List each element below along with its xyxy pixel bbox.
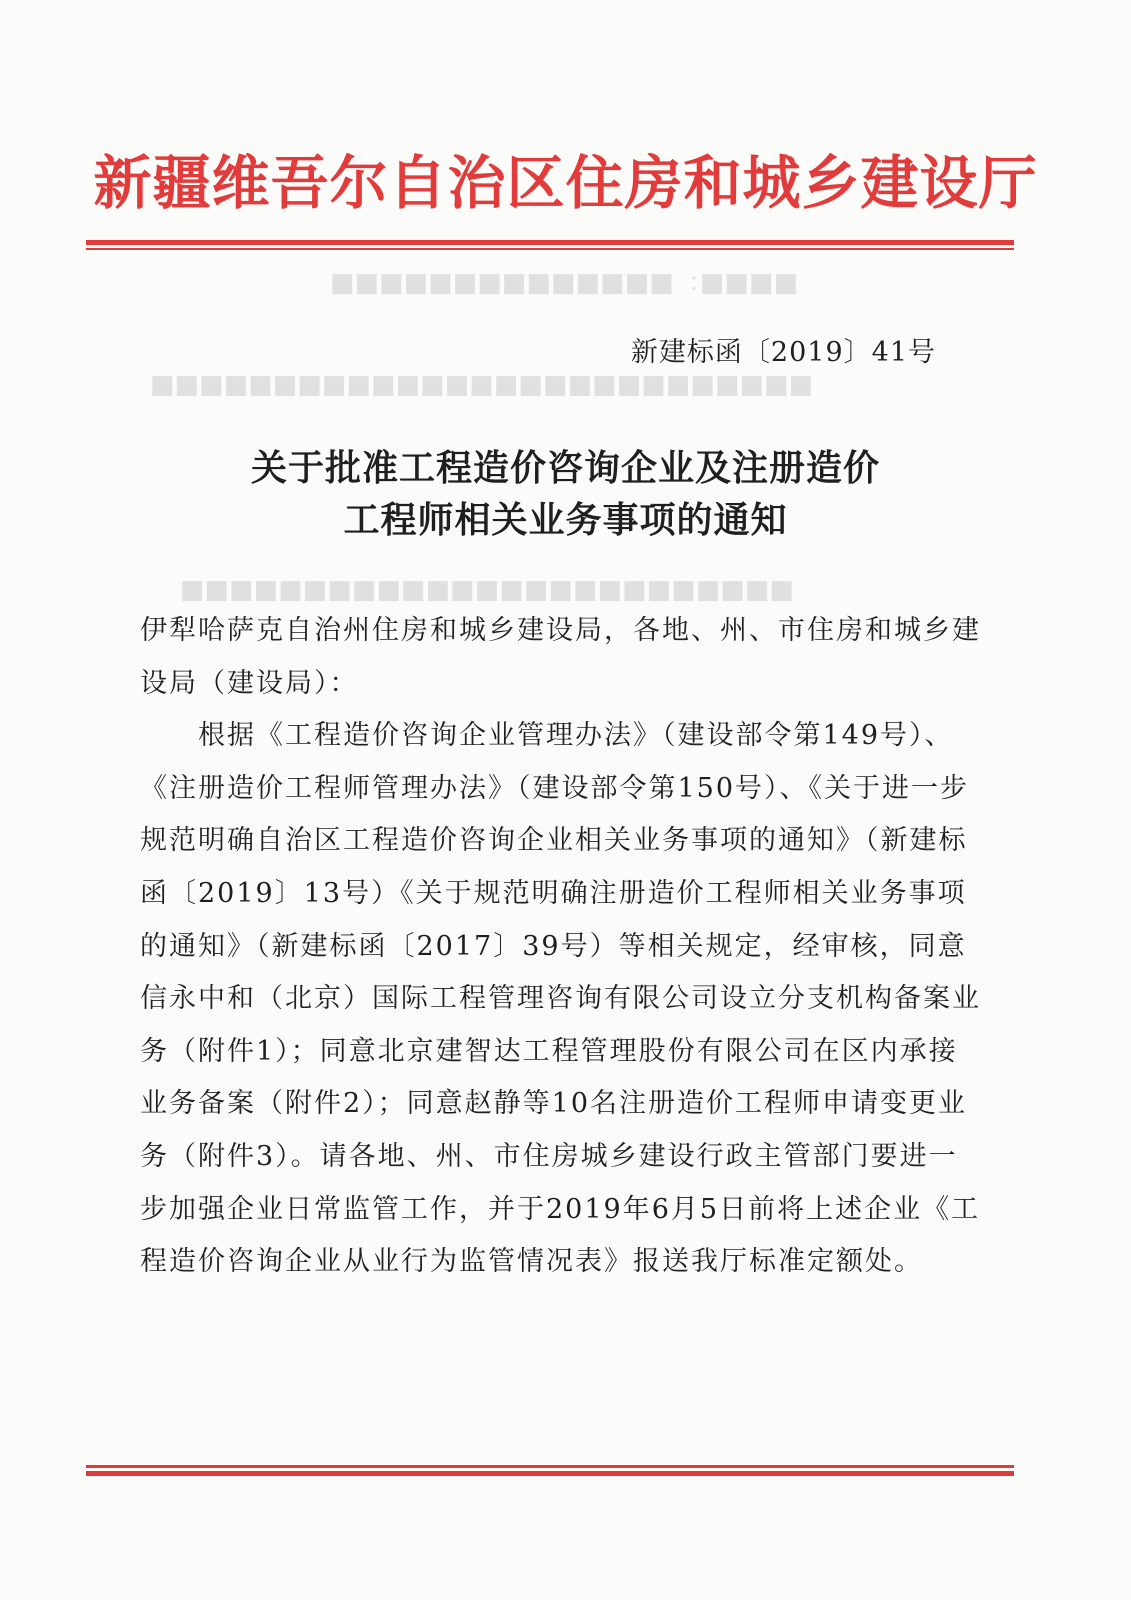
recipients-line: 伊犁哈萨克自治州住房和城乡建设局，各地、州、市住房和城乡建设局（建设局）： (140, 615, 981, 699)
show-through-text: ■■■■：■■■■■■■■■■■■■■ (330, 268, 799, 298)
bottom-red-rule-thick (86, 1471, 1014, 1476)
document-title-line1: 关于批准工程造价咨询企业及注册造价 (250, 448, 880, 489)
document-title-line2: 工程师相关业务事项的通知 (343, 500, 788, 541)
document-body (140, 605, 985, 1289)
document-number: 新建标函〔2019〕41号 (630, 337, 936, 368)
body-paragraph: 根据《工程造价咨询企业管理办法》（建设部令第149号）、《注册造价工程师管理办法》（建设部令第150号）、《关于进一步规范明确自治区工程造价咨询企业相关业务事项的通知》（新建标函〔2019〕13号）《关于规范明确注册造价工程师相关业务事项的通知》（新建标函〔2017〕39号）等相关规定，经审核，同意信永中和（北京）国际工程管理咨询有限公司设立分支机构备案业务（附件1）；同意北京建智达工程管理股份有限公司在区内承接业务备案（附件2）；同意赵静等10名注册造价工程师申请变更业务（附件3）。请各地、州、市住房城乡建设行政主管部门要进一步加强企业日常监管工作，并于2019年6月5日前将上述企业《工程造价咨询企业从业行为监管情况表》报送我厅标准定额处。 (140, 720, 981, 1278)
top-red-rule-thin (86, 248, 1014, 250)
bottom-red-rule-thin (86, 1465, 1014, 1468)
show-through-text: ■■■■■■■■■■■■■■■■■■■■■■■■■■■ (150, 370, 814, 400)
issuer-masthead: 新疆维吾尔自治区住房和城乡建设厅 (93, 149, 1038, 217)
show-through-text: ■■■■■■■■■■■■■■■■■■■■■■■■■ (180, 575, 795, 605)
top-red-rule-thick (86, 240, 1014, 245)
